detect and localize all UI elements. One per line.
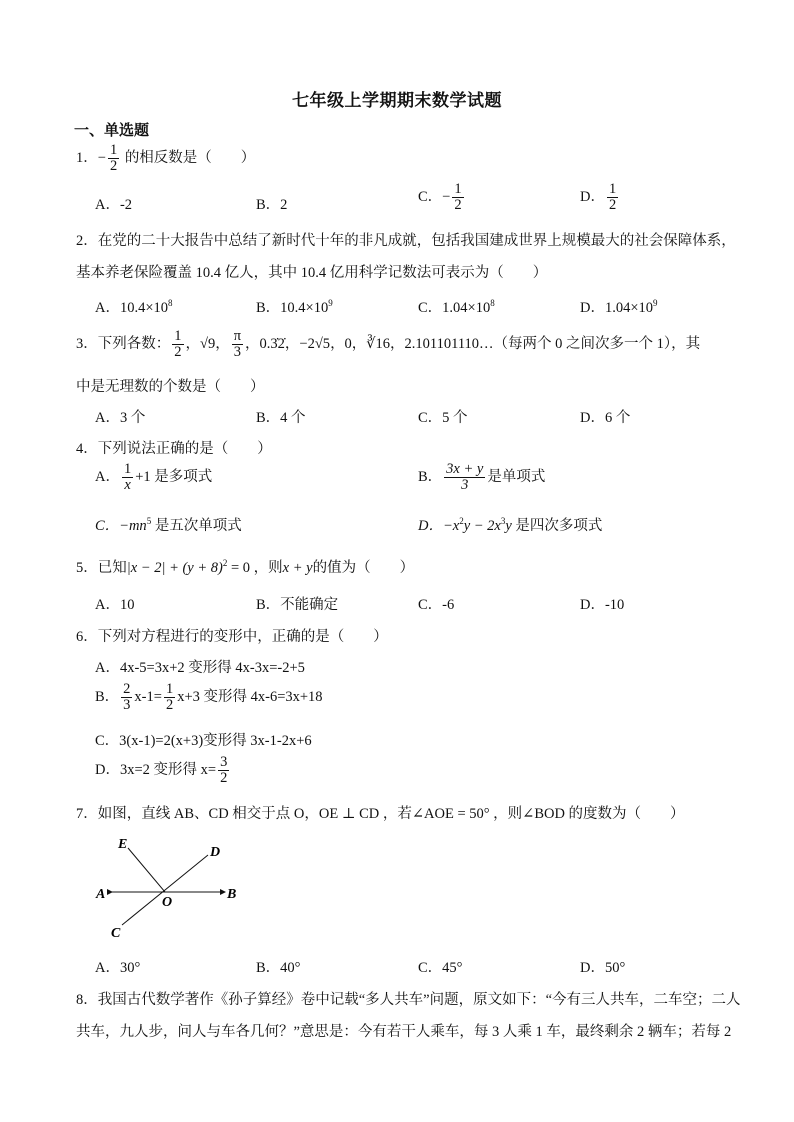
q1-option-a: A．-2 [95, 197, 133, 213]
question-3-line-1: 3．下列各数： $\frac{1}{2}$ ，√9， $\frac{\pi}{3}$ ，0.3̇2̇，−2√5，0，∛16，2.101101110…（每两个 0 之间次多一个 1），其 [76, 328, 701, 361]
q7-option-d: D．50° [580, 960, 626, 976]
q3-option-d: D．6 个 [580, 410, 631, 426]
question-6-stem: 6．下列对方程进行的变形中，正确的是（ ） [76, 629, 388, 645]
q5-option-b: B．不能确定 [256, 597, 339, 613]
label-o: O [162, 895, 173, 910]
q2-option-c: C．$1.04\times 10^8$ [418, 298, 495, 316]
ray-oe [128, 848, 165, 892]
q5-option-a: A．10 [95, 597, 135, 613]
q6-option-a: A．4x-5=3x+2 变形得 4x-3x=-2+5 [95, 660, 305, 676]
label-b: B [227, 887, 237, 902]
fraction: $\frac{1}{2}$ [109, 142, 118, 175]
q6-option-c: C．3(x-1)=2(x+3)变形得 3x-1-2x+6 [95, 733, 312, 749]
q2-option-d: D．$1.04\times 10^9$ [580, 298, 658, 316]
question-4-stem: 4．下列说法正确的是（ ） [76, 441, 272, 457]
q4-option-b: B． $\frac{3x + y}{3}$ 是单项式 [418, 461, 546, 494]
question-3-line-2: 中是无理数的个数是（ ） [76, 379, 265, 395]
q4-option-c: C．$-mn^5$ 是五次单项式 [95, 516, 242, 534]
question-1-stem: 1．− $\frac{1}{2}$ 的相反数是（ ） [76, 142, 256, 175]
q1-option-b: B．2 [256, 197, 288, 213]
q3-option-c: C．5 个 [418, 410, 468, 426]
page-title: 七年级上学期期末数学试题 [292, 91, 502, 111]
q7-option-a: A．30° [95, 960, 141, 976]
q4-option-d: D．$-x^2y - 2x^3y$ 是四次多项式 [418, 516, 603, 534]
q3-option-a: A．3 个 [95, 410, 146, 426]
question-8-line-1: 8．我国古代数学著作《孙子算经》卷中记载“多人共车”问题，原文如下：“今有三人共车，二车空；二人 [76, 992, 741, 1008]
line-cd [122, 855, 208, 925]
question-5-stem: 5．已知$|x - 2| + (y + 8)^2 = 0$ ，则x + y的值为（ ） [76, 558, 415, 576]
q7-option-b: B．40° [256, 960, 301, 976]
q2-option-a: A．$10.4\times 10^8$ [95, 298, 173, 316]
question-7-stem: 7．如图，直线 AB、CD 相交于点 O，OE ⊥ CD ，若∠AOE = 50° ，则∠BOD 的度数为（ ） [76, 806, 685, 822]
q5-option-d: D．-10 [580, 597, 625, 613]
q1-option-d: D． $\frac{1}{2}$ [580, 181, 617, 214]
q6-option-d: D．3x=2 变形得 x= $\frac{3}{2}$ [95, 754, 228, 787]
geometry-figure [90, 830, 250, 945]
q5-option-c: C．-6 [418, 597, 455, 613]
question-2-line-1: 2．在党的二十大报告中总结了新时代十年的非凡成就，包括我国建成世界上规模最大的社会保障体系， [76, 233, 736, 249]
q4-option-a: A． $\frac{1}{x}$ +1 是多项式 [95, 461, 213, 494]
q7-option-c: C．45° [418, 960, 463, 976]
q2-option-b: B．$10.4\times 10^9$ [256, 298, 333, 316]
q3-option-b: B．4 个 [256, 410, 306, 426]
section-heading: 一、单选题 [74, 121, 150, 139]
q6-option-b: B． $\frac{2}{3}$ x-1= $\frac{1}{2}$ x+3 变形得 4x-6=3x+18 [95, 681, 323, 714]
question-2-line-2: 基本养老保险覆盖 10.4 亿人，其中 10.4 亿用科学记数法可表示为（ ） [76, 265, 548, 281]
label-d: D [210, 845, 221, 860]
question-8-line-2: 共车，九人步，问人与车各几何？”意思是：今有若干人乘车，每 3 人乘 1 车，最终剩余 2 辆车；若每 2 [76, 1024, 732, 1040]
label-c: C [111, 926, 121, 941]
label-a: A [96, 887, 106, 902]
label-e: E [118, 837, 128, 852]
q1-option-c: C．− $\frac{1}{2}$ [418, 181, 462, 214]
